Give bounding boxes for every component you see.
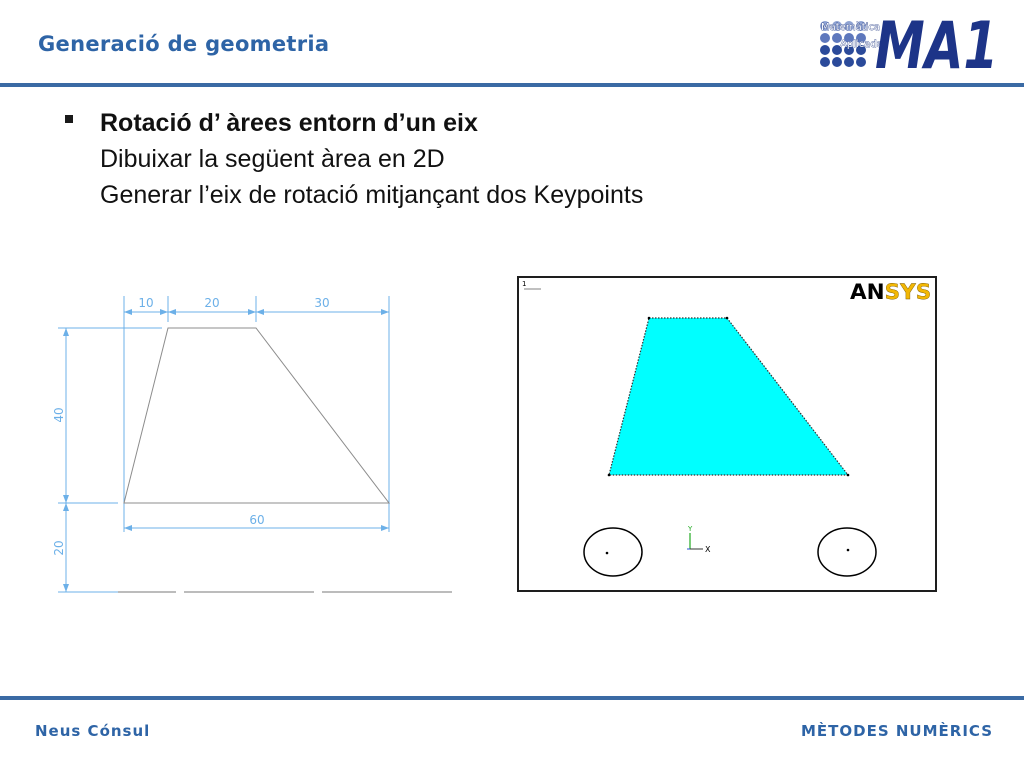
axis-keypoint-circle-right <box>818 528 876 576</box>
dim-label-offset: 20 <box>52 540 66 556</box>
logo-text-line1: Matemàtica <box>821 22 881 33</box>
ansys-graphics-window <box>517 276 937 592</box>
dim-label-top-middle: 20 <box>204 296 220 310</box>
instruction-line-2: Generar l’eix de rotació mitjançant dos Keypoints <box>100 181 644 209</box>
header-divider <box>0 83 1024 87</box>
ansys-logo-sys: SYS <box>884 280 932 305</box>
coordinate-triad <box>687 525 711 554</box>
footer-course: MÈTODES NUMÈRICS <box>800 722 993 740</box>
triad-x-label: X <box>705 545 711 554</box>
dim-label-top-right: 30 <box>314 296 330 310</box>
logo-mark: MA1 <box>875 12 999 72</box>
slide-title: Generació de geometria <box>38 32 330 56</box>
footer-divider <box>0 696 1024 700</box>
ansys-logo-an: AN <box>850 280 885 305</box>
footer-author: Neus Cónsul <box>35 722 151 740</box>
dim-label-top-left: 10 <box>138 296 154 310</box>
meshed-area-trapezoid <box>609 318 848 475</box>
axis-keypoint-left <box>606 552 609 555</box>
bullet-heading: Rotació d’ àrees entorn d’un eix <box>100 109 478 137</box>
axis-keypoint-circle-left <box>584 528 642 576</box>
logo-text-line2: Aplicada <box>840 39 883 50</box>
bullet-content <box>100 105 980 213</box>
window-number: 1 <box>522 280 527 288</box>
square-bullet-icon <box>65 115 73 123</box>
ansys-logo <box>850 280 931 305</box>
dim-label-height: 40 <box>52 407 66 423</box>
trapezoid-outline <box>124 328 389 503</box>
axis-keypoint-right <box>847 549 850 552</box>
extension-lines <box>58 296 389 592</box>
triad-y-label: Y <box>688 525 693 533</box>
cad-trapezoid-drawing <box>40 285 460 605</box>
dim-label-base: 60 <box>249 513 265 527</box>
instruction-line-1: Dibuixar la següent àrea en 2D <box>100 145 445 173</box>
ma1-logo <box>815 12 1000 72</box>
dimension-lines <box>66 312 389 592</box>
